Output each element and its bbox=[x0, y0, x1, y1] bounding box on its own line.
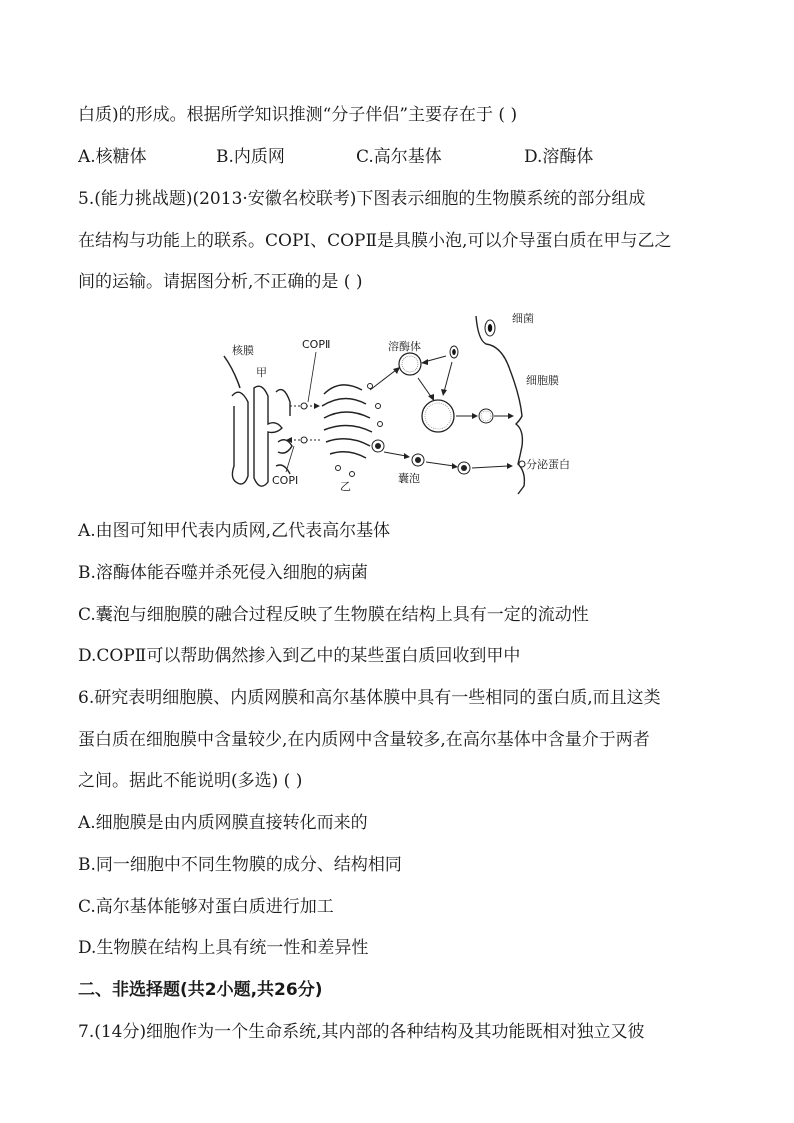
q4-option-c: C.高尔基体 bbox=[356, 147, 442, 167]
q6-option-c: C.高尔基体能够对蛋白质进行加工 bbox=[78, 897, 334, 917]
q6-option-b: B.同一细胞中不同生物膜的成分、结构相同 bbox=[78, 855, 402, 875]
nuclear-membrane-arc bbox=[224, 356, 240, 388]
q6-option-a: A.细胞膜是由内质网膜直接转化而来的 bbox=[78, 813, 368, 833]
q5-option-a: A.由图可知甲代表内质网,乙代表高尔基体 bbox=[78, 521, 391, 541]
label-cop1: COPⅠ bbox=[272, 474, 299, 487]
q4-stem-tail: 白质)的形成。根据所学知识推测“分子伴侣”主要存在于 ( ) bbox=[78, 105, 518, 125]
q6-option-d: D.生物膜在结构上具有统一性和差异性 bbox=[78, 938, 369, 958]
label-lysosome: 溶酶体 bbox=[388, 340, 421, 353]
q4-option-a: A.核糖体 bbox=[78, 147, 147, 167]
label-vesicle: 囊泡 bbox=[398, 472, 420, 485]
er-structure bbox=[232, 386, 292, 486]
q6-stem-line3: 之间。据此不能说明(多选) ( ) bbox=[78, 771, 303, 791]
label-jia: 甲 bbox=[256, 366, 267, 379]
section-heading: 二、非选择题(共2小题,共26分) bbox=[78, 980, 323, 1000]
q7-stem-line1: 7.(14分)细胞作为一个生命系统,其内部的各种结构及其功能既相对独立又彼 bbox=[78, 1022, 645, 1042]
label-cell-membrane: 细胞膜 bbox=[526, 374, 559, 387]
golgi-stack bbox=[322, 385, 372, 458]
label-yi: 乙 bbox=[340, 480, 351, 493]
q5-stem-line1: 5.(能力挑战题)(2013·安徽名校联考)下图表示细胞的生物膜系统的部分组成 bbox=[78, 189, 646, 209]
q6-stem-line2: 蛋白质在细胞膜中含量较少,在内质网中含量较多,在高尔基体中含量介于两者 bbox=[78, 730, 650, 750]
q4-option-b: B.内质网 bbox=[216, 147, 285, 167]
q5-stem-line2: 在结构与功能上的联系。COPⅠ、COPⅡ是具膜小泡,可以介导蛋白质在甲与乙之 bbox=[78, 231, 672, 251]
q5-option-c: C.囊泡与细胞膜的融合过程反映了生物膜在结构上具有一定的流动性 bbox=[78, 605, 589, 625]
label-bacteria: 细菌 bbox=[512, 312, 534, 325]
label-cop2: COPⅡ bbox=[302, 338, 331, 351]
q6-stem-line1: 6.研究表明细胞膜、内质网膜和高尔基体膜中具有一些相同的蛋白质,而且这类 bbox=[78, 688, 661, 708]
membrane-system-diagram bbox=[220, 306, 600, 496]
q5-option-d: D.COPⅡ可以帮助偶然掺入到乙中的某些蛋白质回收到甲中 bbox=[78, 646, 521, 666]
q5-option-b: B.溶酶体能吞噬并杀死侵入细胞的病菌 bbox=[78, 563, 368, 583]
label-secretory-protein: 分泌蛋白 bbox=[526, 458, 570, 471]
label-nuclear-membrane: 核膜 bbox=[232, 344, 254, 357]
q4-option-d: D.溶酶体 bbox=[524, 147, 594, 167]
q5-stem-line3: 间的运输。请据图分析,不正确的是 ( ) bbox=[78, 272, 363, 292]
